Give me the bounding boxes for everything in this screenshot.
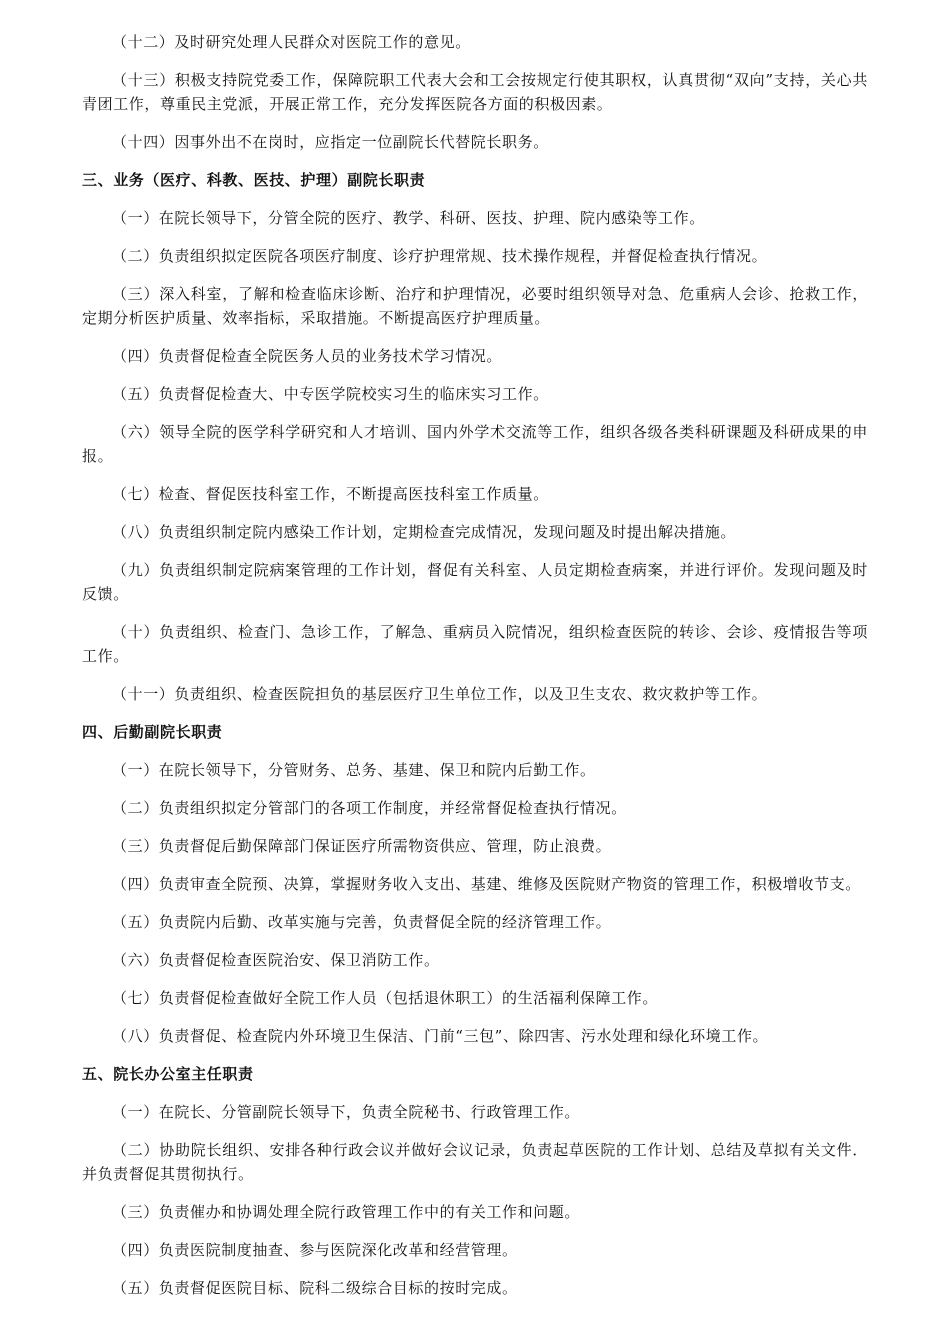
section-5-item-2: （二）协助院长组织、安排各种行政会议并做好会议记录，负责起草医院的工作计划、总结及草拟有关文件．并负责督促其贯彻执行。 bbox=[82, 1141, 868, 1183]
section-5-item-5: （五）负责督促医院目标、院科二级综合目标的按时完成。 bbox=[112, 1279, 518, 1297]
section-3-item-2: （二）负责组织拟定医院各项医疗制度、诊疗护理常规、技术操作规程，并督促检查执行情况。 bbox=[112, 247, 768, 265]
section-3-item-9: （九）负责组织制定院病案管理的工作计划，督促有关科室、人员定期检查病案，并进行评价。发现问题及时反馈。 bbox=[82, 561, 868, 603]
section-3-item-6: （六）领导全院的医学科学研究和人才培训、国内外学术交流等工作，组织各级各类科研课题及科研成果的申报。 bbox=[82, 423, 868, 465]
intro-item-14: （十四）因事外出不在岗时，应指定一位副院长代替院长职务。 bbox=[112, 133, 549, 151]
section-3-item-3: （三）深入科室，了解和检查临床诊断、治疗和护理情况，必要时组织领导对急、危重病人会诊、抢救工作，定期分析医护质量、效率指标，采取措施。不断提高医疗护理质量。 bbox=[82, 285, 868, 327]
section-5-heading: 五、院长办公室主任职责 bbox=[82, 1065, 254, 1083]
section-5-item-4: （四）负责医院制度抽查、参与医院深化改革和经营管理。 bbox=[112, 1241, 518, 1259]
section-4-heading: 四、后勤副院长职责 bbox=[82, 723, 223, 741]
section-4-item-1: （一）在院长领导下，分管财务、总务、基建、保卫和院内后勤工作。 bbox=[112, 761, 596, 779]
section-3-item-8: （八）负责组织制定院内感染工作计划，定期检查完成情况，发现问题及时提出解决措施。 bbox=[112, 523, 737, 541]
section-3-heading: 三、业务（医疗、科教、医技、护理）副院长职责 bbox=[82, 171, 426, 189]
section-4-item-8: （八）负责督促、检查院内外环境卫生保洁、门前“三包”、除四害、污水处理和绿化环境工作。 bbox=[112, 1027, 769, 1045]
section-4-item-5: （五）负责院内后勤、改革实施与完善，负责督促全院的经济管理工作。 bbox=[112, 913, 612, 931]
section-4-item-2: （二）负责组织拟定分管部门的各项工作制度，并经常督促检查执行情况。 bbox=[112, 799, 627, 817]
section-3-item-4: （四）负责督促检查全院医务人员的业务技术学习情况。 bbox=[112, 347, 503, 365]
section-4-item-6: （六）负责督促检查医院治安、保卫消防工作。 bbox=[112, 951, 440, 969]
section-3-item-7: （七）检查、督促医技科室工作，不断提高医技科室工作质量。 bbox=[112, 485, 549, 503]
intro-item-12: （十二）及时研究处理人民群众对医院工作的意见。 bbox=[112, 33, 471, 51]
intro-item-13: （十三）积极支持院党委工作，保障院职工代表大会和工会按规定行使其职权，认真贯彻“双向”支持，关心共青团工作，尊重民主党派，开展正常工作，充分发挥医院各方面的积极因素。 bbox=[82, 71, 868, 113]
section-4-item-3: （三）负责督促后勤保障部门保证医疗所需物资供应、管理，防止浪费。 bbox=[112, 837, 612, 855]
section-3-item-10: （十）负责组织、检查门、急诊工作，了解急、重病员入院情况，组织检查医院的转诊、会诊、疫情报告等项工作。 bbox=[82, 623, 868, 665]
section-4-item-4: （四）负责审查全院预、决算，掌握财务收入支出、基建、维修及医院财产物资的管理工作，积极增收节支。 bbox=[112, 875, 861, 893]
section-3-item-5: （五）负责督促检查大、中专医学院校实习生的临床实习工作。 bbox=[112, 385, 549, 403]
section-5-item-3: （三）负责催办和协调处理全院行政管理工作中的有关工作和问题。 bbox=[112, 1203, 581, 1221]
section-5-item-1: （一）在院长、分管副院长领导下，负责全院秘书、行政管理工作。 bbox=[112, 1103, 581, 1121]
section-3-item-11: （十一）负责组织、检查医院担负的基层医疗卫生单位工作，以及卫生支农、救灾救护等工作。 bbox=[112, 685, 768, 703]
section-4-item-7: （七）负责督促检查做好全院工作人员（包括退休职工）的生活福利保障工作。 bbox=[112, 989, 659, 1007]
section-3-item-1: （一）在院长领导下，分管全院的医疗、教学、科研、医技、护理、院内感染等工作。 bbox=[112, 209, 705, 227]
